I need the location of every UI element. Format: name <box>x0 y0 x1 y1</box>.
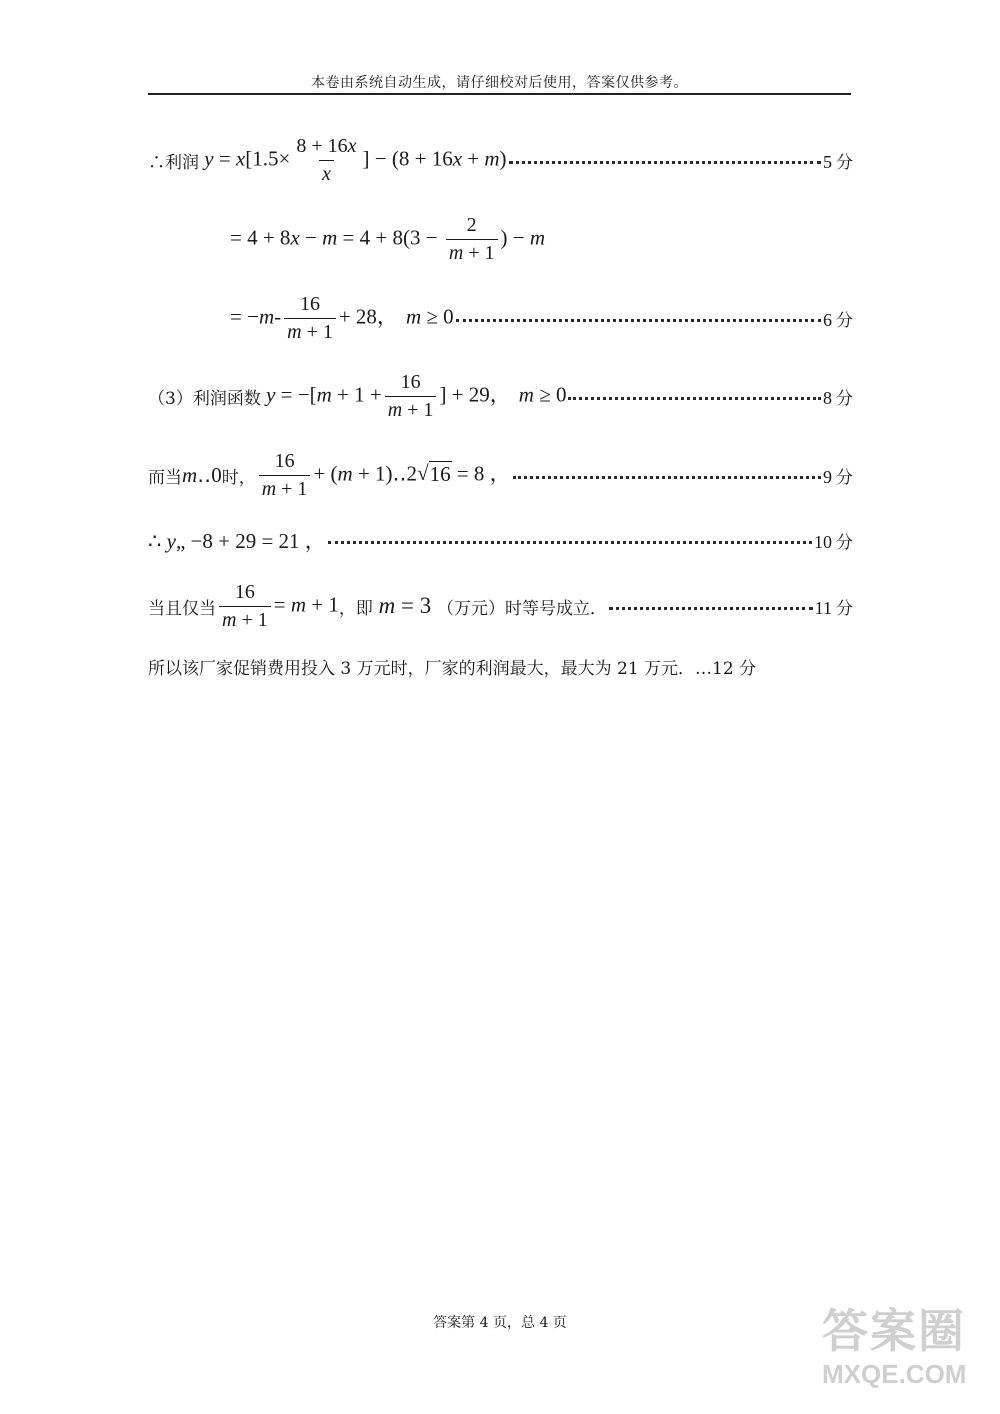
dot-leader <box>509 161 821 164</box>
header-divider <box>148 93 851 95</box>
math-expression: $\frac{16}{m + 1}$ = m + 1 <box>216 581 339 632</box>
score-mark: 10 分 <box>814 531 853 553</box>
line-prefix: 当且仅当 <box>148 598 216 619</box>
math-expression: m = 3 <box>378 593 437 618</box>
solution-line-simplified <box>230 292 853 343</box>
dot-leader <box>513 476 821 479</box>
math-expression: $\frac{16}{m + 1}$ + (m + 1)‥2√ 16 = 8 ， <box>256 450 511 501</box>
line-prefix: ∴利润 <box>148 152 199 173</box>
math-expression: y = x[1.5× $\frac{8 + 16x}{x}$ ] − (8 + 16x + m) <box>199 134 507 185</box>
math-expression: m‥0 <box>182 462 222 487</box>
math-expression: y = −[m + 1 + $\frac{16}{m + 1}$ ] + 29， m ≥ 0 <box>260 370 567 421</box>
solution-line-expand <box>230 213 630 264</box>
score-mark: 8 分 <box>823 387 853 409</box>
dot-leader <box>456 319 821 322</box>
solution-line-max <box>148 520 853 560</box>
score-mark: 9 分 <box>823 466 853 488</box>
score-mark: 6 分 <box>823 309 853 331</box>
page-footer: 答案第 4 页，总 4 页 <box>433 1315 567 1331</box>
line-prefix: 而当 <box>148 467 182 488</box>
page-header: 本卷由系统自动生成，请仔细校对后使用，答案仅供参考。 <box>311 75 688 91</box>
line-prefix: （3）利润函数 <box>148 388 261 409</box>
solution-line-inequality <box>148 449 853 500</box>
solution-line-equality <box>148 580 853 631</box>
math-expression: = 4 + 8x − m = 4 + 8(3 − $\frac{2}{m + 1}$ ) − m <box>230 213 546 264</box>
score-mark: 5 分 <box>823 151 853 173</box>
line-mid: ，即 <box>338 598 373 619</box>
conclusion-text: 所以该厂家促销费用投入 3 万元时，厂家的利润最大，最大为 21 万元．…12 分 <box>148 658 757 679</box>
watermark-logo-text: 答案圈 <box>822 1304 966 1358</box>
watermark-url: MXQE.COM <box>822 1359 967 1389</box>
dot-leader <box>328 541 812 544</box>
solution-line-part3 <box>148 370 853 421</box>
solution-line-profit <box>148 134 853 185</box>
score-mark: 11 分 <box>814 597 853 619</box>
line-tail: （万元）时等号成立． <box>436 598 607 619</box>
dot-leader <box>609 607 813 610</box>
line-mid: 时， <box>221 467 256 488</box>
math-expression: = −m- $\frac{16}{m + 1}$ + 28， m ≥ 0 <box>230 292 454 343</box>
math-expression: ∴ y„ −8 + 29 = 21 ， <box>148 529 326 553</box>
solution-conclusion <box>148 646 853 686</box>
dot-leader <box>568 397 821 400</box>
